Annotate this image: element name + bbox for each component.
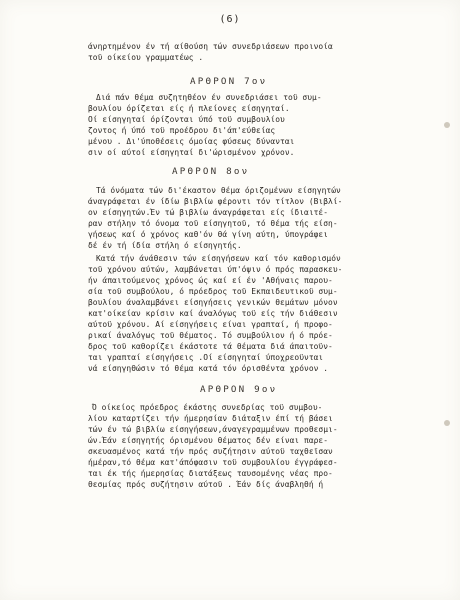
text-line: ον είσηγητών.Έν τώ βιβλίω άναγράφεται είς ίδιαιτέ-	[88, 208, 329, 217]
text-line: δρος τοϋ καθορίζει έκάστοτε τά θέματα διά άπαιτοϋν-	[88, 342, 333, 351]
text-line: λίου καταρτίζει τήν ήμερησίαν διάταξιν έπί τή βάσει	[88, 414, 333, 423]
text-line: δέ έν τή ίδία στήλη ό είσηγητής.	[88, 241, 242, 250]
text-line: σία τοϋ συμβούλου, ό πρόεδρος τοϋ Εκπαιδευτικοϋ συμ-	[88, 287, 338, 296]
page-number: (6)	[219, 14, 241, 25]
text-line: Ό οίκείος πρόεδρος έκάστης συνεδρίας τοϋ συμβου-	[92, 403, 323, 412]
punch-hole	[444, 420, 450, 426]
text-line: θεσμίας πρός συζήτησιν αύτοϋ . Έάν δίς άναβληθή ή	[88, 480, 324, 489]
text-line: τοϋ χρόνου αύτών, λαμβάνεται ύπ'όψιν ό πρός παρασκευ-	[88, 265, 343, 274]
text-line: ται γραπταί είσηγήσεις .Οί είσηγηταί ύποχρεοϋνται	[88, 353, 324, 362]
text-line: νά είσηγηθώσιν τό θέμα κατά τόν όρισθέντα χρόνον .	[88, 364, 329, 373]
text-line: ών.Έάν είσηγητής όρισμένου θέματος δέν είναι παρε-	[88, 436, 329, 445]
text-line: Οί είσηγηταί όρίζονται ύπό τοϋ συμβουλίου	[88, 115, 285, 124]
text-line: τοϋ οίκείου γραμματέως .	[88, 53, 204, 62]
text-line: ζοντος ή ύπό τοϋ προέδρου δι'άπ'εύθείας	[88, 126, 276, 135]
text-line: άναγράφεται έν ίδίω βιβλίω φέροντι τόν τίτλον (Βιβλί-	[88, 197, 343, 206]
text-line: βουλίου όρίζεται είς ή πλείονες είσηγηταί.	[88, 104, 290, 113]
text-line: Κατά τήν άνάθεσιν τών είσηγήσεων καί τόν καθορισμόν	[96, 254, 341, 263]
text-line: Τά όνόματα τών δι'έκαστον θέμα όριζομένων είσηγητών	[96, 186, 341, 195]
text-line: βουλίου άναλαμβάνει είσηγήσεις γενικών θεμάτων μόνον	[88, 298, 338, 307]
text-line: αύτοϋ χρόνου. Αί είσηγήσεις είναι γραπταί, ή προφο-	[88, 320, 333, 329]
text-line: ήν άπαιτούμενος χρόνος ώς καί εί έν 'Αθήναις παρου-	[88, 276, 333, 285]
text-line: ρικαί άναλόγως τοϋ θέματος. Τό συμβούλιον ή ό πρόε-	[88, 331, 333, 340]
text-line: σιν οί αύτοί είσηγηταί δι'ώρισμένον χρόνον.	[88, 148, 295, 157]
text-line: ται έκ τής ήμερησίας διατάξεως ταυσομένης νέας προ-	[88, 469, 333, 478]
article-heading: ΑΡΘΡΟΝ 9ον	[200, 384, 278, 395]
text-line: τών έν τώ βιβλίω είσηγήσεων,άναγεγραμμένων προθεσμι-	[88, 425, 338, 434]
text-line: σκευασμένος κατά τήν πρός συζήτησιν αύτοϋ ταχθεϊσαν	[88, 447, 333, 456]
text-line: ραν στήλην τό όνομα τοϋ είσηγητοϋ, τό θέμα τής είση-	[88, 219, 338, 228]
punch-hole	[444, 122, 450, 128]
text-line: γήσεως καί ό χρόνος καθ'όν θά γίνη αύτη, ύπογράφει	[88, 230, 329, 239]
text-line: άνηρτημένον έν τή αίθούση τών συνεδριάσεων προινοία	[88, 42, 333, 51]
text-line: κατ'οίκείαν κρίσιν καί άναλόγως τοϋ είς τήν διάθεσιν	[88, 309, 338, 318]
article-heading: ΑΡΘΡΟΝ 7ον	[190, 76, 268, 87]
text-line: ήμέραν,τό θέμα κατ'άπόφασιν τοϋ συμβουλίου έγγράφεσ-	[88, 458, 338, 467]
text-line: μένου . Δι'ύποθέσεις όμοίας φύσεως δύνανται	[88, 137, 295, 146]
article-heading: ΑΡΘΡΟΝ 8ον	[172, 166, 250, 177]
text-line: Διά πάν θέμα συζητηθέον έν συνεδριάσει τοϋ συμ-	[96, 93, 322, 102]
